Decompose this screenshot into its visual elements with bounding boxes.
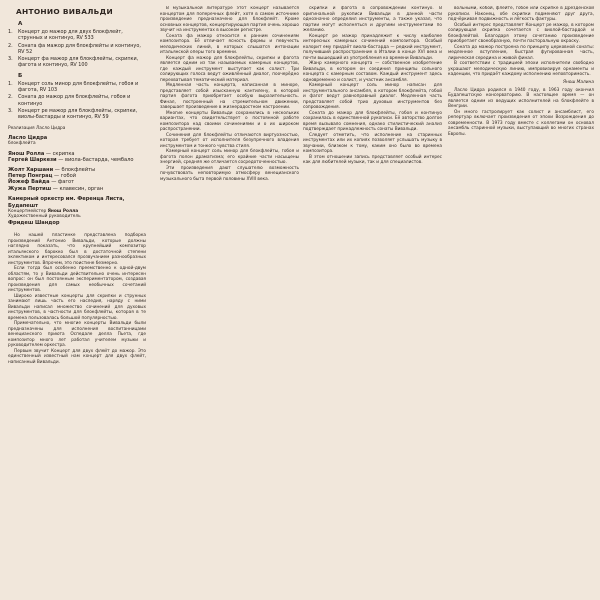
concertmaster-credit: Концертмейстер Янош Ролла xyxy=(8,209,79,215)
track-title: Концерт до мажор для двух блокфлейт, струнных и континуо, RV 533 xyxy=(18,29,123,42)
notes-paragraph: Камерный концерт соль минор написан для инструментального ансамбля, в котором блокфлейта, гобой и фагот ведут равноправный диалог. Медленная часть представляет собой трио духовых инструментов без сопровождения. xyxy=(303,83,442,110)
realization-credit: Реализация Ласло Цидра xyxy=(8,125,66,131)
notes-paragraph: Эти произведения дают слушателю возможность почувствовать неповторимую атмосферу венецианского музыкального быта первой половины XVIII века. xyxy=(160,165,299,182)
notes-paragraph: Жанр камерного концерта — собственное изобретение Вивальди, в котором он соединил принципы сольного концерта с камерным составом. Каждый инструмент здесь одновременно и солист, и участник ансамбля. xyxy=(303,61,442,83)
performers-list xyxy=(8,151,146,192)
notes-paragraph: Первым звучит Концерт для двух флейт до мажор. Это единственный известный нам концерт для двух флейт, написанный Вивальди. xyxy=(8,348,146,365)
director-label: Художественный руководитель xyxy=(8,214,81,220)
notes-paragraph: Следует отметить, что исполнение на старинных инструментах или их копиях позволяет услышать музыку в звучании, близком к тому, каким оно было во времена композитора. xyxy=(303,132,442,154)
track-item xyxy=(8,94,146,107)
notes-paragraph: Соната до мажор для блокфлейты, гобоя и континуо сохранилась в единственной рукописи. Её авторство долгое время вызывало сомнения, однако стилистический анализ подтверждает принадлежность сонаты Вивальди. xyxy=(303,110,442,132)
notes-paragraph: Широко известные концерты для скрипки и струнных занимают лишь часть его наследия, наряду с ними Вивальди написал множество сочинений для духовых инструментов, в частности для блокфлейты, которая в те времена пользовалась большой популярностью. xyxy=(8,293,146,321)
notes-paragraph: Если тогда был особенно преемственно к одной-двум областям, то у Вивальди действительно очень интересен вопрос: он был постоянным экспериментатором, создавая произведения для самых необычных сочетаний инструментов. xyxy=(8,266,146,294)
notes-paragraph: Концерт ре мажор принадлежит к числу наиболее интересных камерных сочинений композитора. Особый колорит ему придаёт виола-бастарда — редкий инструмент, получивший распространение в Италии в конце XVI века и почти вышедший из употребления ко времени Вивальди. xyxy=(303,33,442,61)
track-number: 1. xyxy=(8,29,13,35)
track-title: Концерт соль минор для блокфлейты, гобоя и фагота, RV 103 xyxy=(18,80,139,94)
notes-paragraph: Многие концерты Вивальди сохранились в нескольких вариантах, что свидетельствует о постоянной работе композитора над своими сочинениями и о их широком распространении. xyxy=(160,110,299,132)
track-number: 1. xyxy=(8,80,13,87)
track-title: Соната фа мажор для блокфлейты и континуо, RV 52 xyxy=(18,42,141,55)
notes-paragraph: В этом отношении запись представляет особый интерес как для любителей музыки, так и для специалистов. xyxy=(303,154,442,165)
track-title: Концерт ре мажор для блокфлейты, скрипки, виолы-бастарды и континуо, RV 59 xyxy=(18,107,138,121)
orchestra-credit xyxy=(8,196,146,226)
notes-paragraph: Соната до мажор построена по принципу церковной сонаты: медленное вступление, быстрая фугированная часть, лирическая середина и живой финал. xyxy=(448,44,594,61)
director-name: Фридеш Шандор xyxy=(8,219,60,226)
notes-paragraph: Сочинения для блокфлейты отличаются виртуозностью, которая требует от исполнителя безупречного владения инструментом и тонкого чувства стиля. xyxy=(160,132,299,149)
notes-paragraph: вольными, кобой, флейте, гобое или скрипке в Дрезденской рукописи. Наконец, обе скрипки подменяют друг друга, подчёркивая подвижность и лёгкость фактуры. xyxy=(448,6,594,22)
bio-paragraph: Ласло Цидра родился в 1940 году, в 1963 году окончил Будапештскую консерваторию. В настоящее время — он является одним из ведущих исполнителей на блокфлейте в Венгрии. xyxy=(448,87,594,109)
notes-paragraph: Соната фа мажор относится к ранним сочинениям композитора. Её отличает ясность формы и певучесть мелодических линий, в которых слышатся интонации итальянской оперы того времени. xyxy=(160,33,299,55)
performer-row: Гергей Шаркези — виола-бастарда, чембало xyxy=(8,157,134,164)
notes-paragraph: Примечательно, что многие концерты Вивальди были предназначены для исполнения воспитанницами венецианского приюта Оспедале делла Пьета, где композитор много лет работал учителем музыки и руководителем оркестра. xyxy=(8,321,146,349)
column-2 xyxy=(160,6,299,594)
performer-row: Янош Ролла — скрипка xyxy=(8,150,75,157)
notes-paragraph: Камерный концерт соль минор для блокфлейты, гобоя и фагота полон драматизма; его крайние части насыщены энергией, средняя же отличается сосредоточенностью. xyxy=(160,149,299,165)
bio-paragraph: Он много гастролирует как солист и ансамблист, его репертуар включает произведения от эпохи Возрождения до современности. В 1973 году вместе с коллегами он основал ансамбль старинной музыки, выступающий во многих странах Европы. xyxy=(448,109,594,137)
performer-row: Петер Понграц — гобой xyxy=(8,173,77,179)
column-3 xyxy=(303,6,442,594)
column-1 xyxy=(8,6,146,594)
notes-paragraph: Концерт фа мажор для блокфлейты, скрипки и фагота является одним из так называемых камерных концертов, где каждый инструмент выступает как солист. Три солирующих голоса ведут оживлённый диалог, поочерёдно перехватывая тематический материал. xyxy=(160,55,299,83)
track-number: 3. xyxy=(8,107,13,114)
performer-row: Жолт Харшани — блокфлейты xyxy=(8,166,96,173)
track-item xyxy=(8,81,146,94)
notes-paragraph: В соответствии с традицией эпохи исполнители свободно украшают мелодическую линию, импровизируя орнаменты и каденции, что придаёт каждому исполнению неповторимость. xyxy=(448,61,594,77)
track-number: 2. xyxy=(8,42,13,49)
composer-title: АНТОНИО ВИВАЛЬДИ xyxy=(16,7,113,16)
track-number: 2. xyxy=(8,94,13,101)
track-item xyxy=(8,43,146,56)
performer-row: Жужа Пертиш — клавесин, орган xyxy=(8,185,104,192)
track-number: 3. xyxy=(8,56,13,63)
column-4 xyxy=(448,6,594,594)
notes-paragraph: скрипки и фагота в сопровождении континуо. В оригинальной рукописи Вивальди в данной части однозначно определил инструменты, а также указал, что партии могут исполняться и другими инструментами по желанию. xyxy=(303,6,442,33)
side-a-label: А xyxy=(18,21,23,27)
side-b-label: Б xyxy=(18,72,23,79)
notes-paragraph: Особый интерес представляет Концерт ре мажор, в котором солирующая скрипка сочетается с виолой-бастардой и блокфлейтой. Благодаря этому сочетанию произведение приобретает своеобразную, почти пасторальную окраску. xyxy=(448,22,594,44)
notes-paragraph: В музыкальной литературе этот концерт называется концертом для поперечных флейт, хотя в самом источнике произведение предназначено для блокфлейт. Кроме основных концертов, концертирующая партия очень хорошо звучит на инструментах в высоком регистре. xyxy=(160,6,299,33)
notes-paragraph: Но нашей пластинке представлена подборка произведений Антонио Вивальди, которые должны наглядно показать, что крупнейший композитор итальянского барокко был в достаточной степени эклектиком и интересовался прозвучанием разнообразных инструментов. Впрочем, это поистине безмерно. xyxy=(8,233,146,266)
track-item xyxy=(8,108,146,121)
notes-paragraph: Медленная часть концерта, написанная в миноре, представляет собой изысканную кантилену, в которой партия фагота приобретает особую выразительность. Финал, построенный на стремительном движении, завершает произведение в жизнерадостном настроении. xyxy=(160,83,299,110)
track-title: Соната до мажор для блокфлейты, гобоя и континуо xyxy=(18,94,131,107)
author-signature: Янош Малина xyxy=(562,79,594,85)
soloist-credit xyxy=(8,135,146,147)
orchestra-name: Камерный оркестр им. Ференца Листа, Будапешт xyxy=(8,196,125,209)
track-item xyxy=(8,56,146,69)
soloist-name: Ласло Цидра xyxy=(8,134,48,141)
track-title: Концерт фа мажор для блокфлейты, скрипки, фагота и континуо, RV 100 xyxy=(18,56,139,69)
track-item xyxy=(8,29,146,42)
soloist-role: блокфлейта xyxy=(8,141,36,147)
performer-row: Йожеф Вайда — фагот xyxy=(8,179,75,186)
